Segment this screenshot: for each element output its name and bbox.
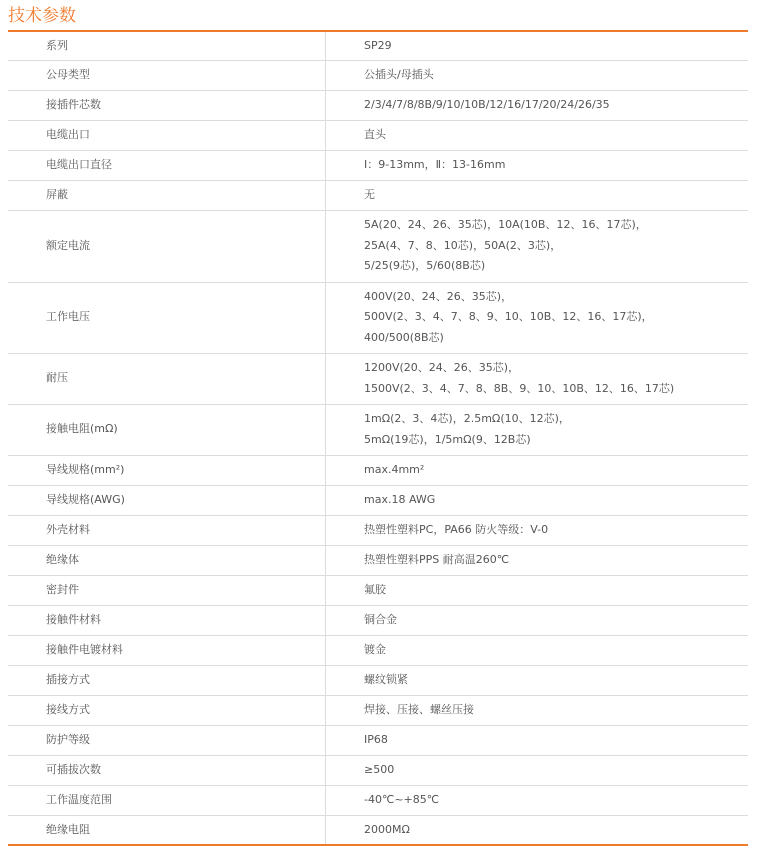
param-label: 屏蔽 [8,180,326,210]
param-value-line: -40℃~+85℃ [364,792,440,806]
param-value-line: 2/3/4/7/8/8B/9/10/10B/12/16/17/20/24/26/35 [364,97,610,111]
param-value-line: 直头 [364,127,386,141]
param-value [326,90,749,120]
param-label: 额定电流 [8,210,326,282]
table-row [8,150,748,180]
param-value [326,60,749,90]
table-row [8,815,748,845]
param-label: 导线规格(mm²) [8,455,326,485]
param-value [326,605,749,635]
table-row [8,31,748,60]
param-label: 密封件 [8,575,326,605]
param-label: 接插件芯数 [8,90,326,120]
param-value [326,353,749,404]
param-value-line: Ⅰ：9-13mm，Ⅱ：13-16mm [364,157,506,171]
param-value [326,150,749,180]
param-label: 工作电压 [8,282,326,353]
param-value [326,31,749,60]
table-row [8,60,748,90]
param-value-line: 1200V(20、24、26、35芯)， [364,361,520,374]
param-label: 电缆出口直径 [8,150,326,180]
param-label: 插接方式 [8,665,326,695]
param-label: 接触电阻(mΩ) [8,404,326,455]
param-label: 导线规格(AWG) [8,485,326,515]
param-value-line: 铜合金 [364,612,397,626]
table-row [8,695,748,725]
param-value-line: 5A(20、24、26、35芯)，10A(10B、12、16、17芯)， [364,218,647,232]
param-value [326,665,749,695]
param-value-line: 5mΩ(19芯)，1/5mΩ(9、12B芯) [364,432,531,446]
param-label: 公母类型 [8,60,326,90]
param-value [326,725,749,755]
table-row [8,605,748,635]
param-label: 可插拔次数 [8,755,326,785]
param-value-line: 400/500(8B芯) [364,330,444,344]
param-value-line: 500V(2、3、4、7、8、9、10、10B、12、16、17芯)， [364,310,653,324]
table-row [8,665,748,695]
param-value-line: 热塑性塑料PPS 耐高温260℃ [364,552,510,566]
param-value [326,755,749,785]
param-label: 电缆出口 [8,120,326,150]
param-value [326,282,749,353]
param-value [326,485,749,515]
param-value-line: 热塑性塑料PC，PA66 防火等级：V-0 [364,522,549,536]
table-row [8,755,748,785]
spec-table [8,30,748,846]
param-value [326,455,749,485]
param-value-line: 5/25(9芯)，5/60(8B芯) [364,259,486,273]
param-value [326,635,749,665]
param-value-line: max.4mm² [364,462,425,476]
param-value-line: 螺纹锁紧 [364,672,408,686]
param-value-line: max.18 AWG [364,492,436,506]
param-value [326,515,749,545]
param-label: 防护等级 [8,725,326,755]
table-row [8,120,748,150]
param-label: 外壳材料 [8,515,326,545]
table-row [8,353,748,404]
table-row [8,575,748,605]
param-value [326,815,749,845]
param-value-line: 氟胶 [364,582,386,596]
param-value [326,404,749,455]
table-row [8,404,748,455]
table-row [8,635,748,665]
table-row [8,515,748,545]
param-label: 耐压 [8,353,326,404]
table-row [8,785,748,815]
param-value [326,785,749,815]
param-label: 系列 [8,31,326,60]
param-label: 绝缘体 [8,545,326,575]
param-label: 接触件电镀材料 [8,635,326,665]
param-label: 接线方式 [8,695,326,725]
spec-table-body [8,31,748,845]
table-row [8,485,748,515]
table-row [8,282,748,353]
section-title: 技术参数 [8,6,76,26]
table-row [8,90,748,120]
param-value [326,180,749,210]
param-value [326,545,749,575]
param-value-line: 1mΩ(2、3、4芯)，2.5mΩ(10、12芯)， [364,412,570,425]
param-value-line: 400V(20、24、26、35芯)， [364,289,513,303]
param-value-line: ≥500 [364,762,395,776]
param-value-line: 焊接、压接、螺丝压接 [364,702,474,716]
param-value [326,695,749,725]
param-value [326,575,749,605]
table-row [8,180,748,210]
param-value-line: 镀金 [364,642,386,656]
table-row [8,725,748,755]
param-value [326,120,749,150]
param-label: 接触件材料 [8,605,326,635]
param-value [326,210,749,282]
param-label: 绝缘电阻 [8,815,326,845]
table-row [8,210,748,282]
table-row [8,545,748,575]
param-value-line: 公插头/母插头 [364,67,434,81]
param-value-line: SP29 [364,38,392,52]
param-value-line: 2000MΩ [364,822,410,836]
table-row [8,455,748,485]
param-value-line: 1500V(2、3、4、7、8、8B、9、10、10B、12、16、17芯) [364,381,675,395]
param-value-line: 25A(4、7、8、10芯)，50A(2、3芯)， [364,238,562,252]
param-value-line: IP68 [364,732,388,746]
param-value-line: 无 [364,187,375,201]
param-label: 工作温度范围 [8,785,326,815]
